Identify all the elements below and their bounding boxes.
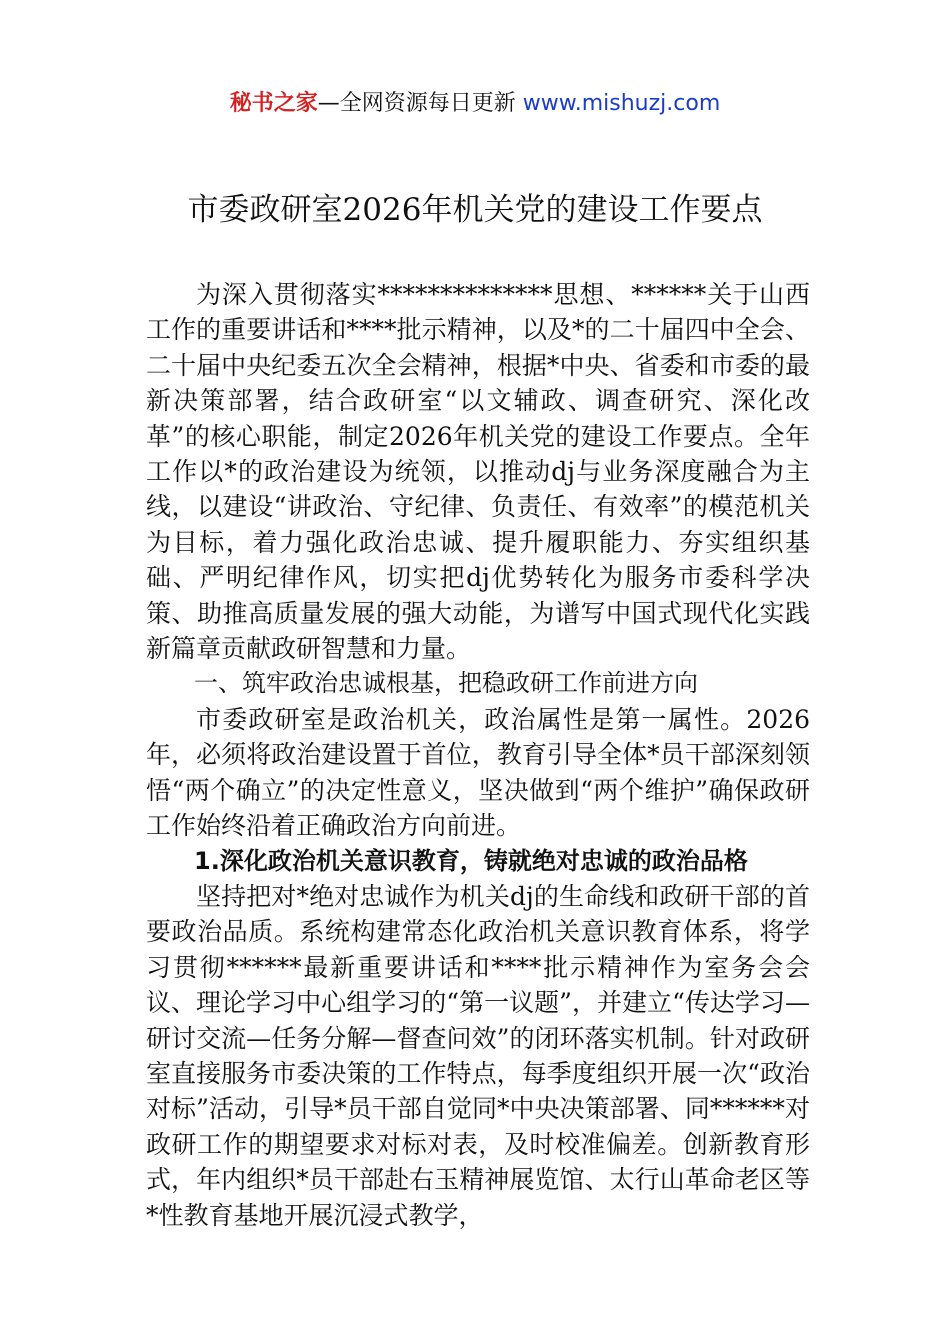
section-1-heading: 一、筑牢政治忠诚根基，把稳政研工作前进方向 [194, 669, 698, 698]
site-url-link[interactable]: www.mishuzj.com [522, 91, 721, 116]
subsection-1-heading: 1.深化政治机关意识教育，铸就绝对忠诚的政治品格 [194, 846, 748, 875]
site-header [0, 86, 950, 122]
site-brand: 秘书之家 [229, 91, 318, 116]
site-tagline: —全网资源每日更新 [317, 91, 523, 116]
document-body [146, 277, 810, 1233]
section-1-paragraph: 市委政研室是政治机关，政治属性是第一属性。2026年，必须将政治建设置于首位，教育引导全体*员干部深刻领悟“两个确立”的决定性意义，坚决做到“两个维护”确保政研工作始终沿着正确政治方向前进。 [146, 704, 810, 841]
intro-paragraph: 为深入贯彻落实**************思想、******关于山西工作的重要讲话和****批示精神，以及*的二十届四中全会、二十届中央纪委五次全会精神，根据*中央、省委和市委的最新决策部署，结合政研室“以文辅政、调查研究、深化改革”的核心职能，制定2026年机关党的建设工作要点。全年工作以*的政治建设为统领，以推动dj与业务深度融合为主线，以建设“讲政治、守纪律、负责任、有效率”的模范机关为目标，着力强化政治忠诚、提升履职能力、夯实组织基础、严明纪律作风，切实把dj优势转化为服务市委科学决策、助推高质量发展的强大动能，为谱写中国式现代化实践新篇章贡献政研智慧和力量。 [146, 280, 810, 664]
document-title: 市委政研室2026年机关党的建设工作要点 [187, 192, 763, 228]
subsection-1-paragraph: 坚持把对*绝对忠诚作为机关dj的生命线和政研干部的首要政治品质。系统构建常态化政治机关意识教育体系，将学习贯彻******最新重要讲话和****批示精神作为室务会会议、理论学习中心组学习的“第一议题”，并建立“传达学习—研讨交流—任务分解—督查问效”的闭环落实机制。针对政研室直接服务市委决策的工作特点，每季度组织开展一次“政治对标”活动，引导*员干部自觉同*中央决策部署、同******对政研工作的期望要求对标对表，及时校准偏差。创新教育形式，年内组织*员干部赴右玉精神展览馆、太行山革命老区等*性教育基地开展沉浸式教学， [146, 881, 810, 1230]
